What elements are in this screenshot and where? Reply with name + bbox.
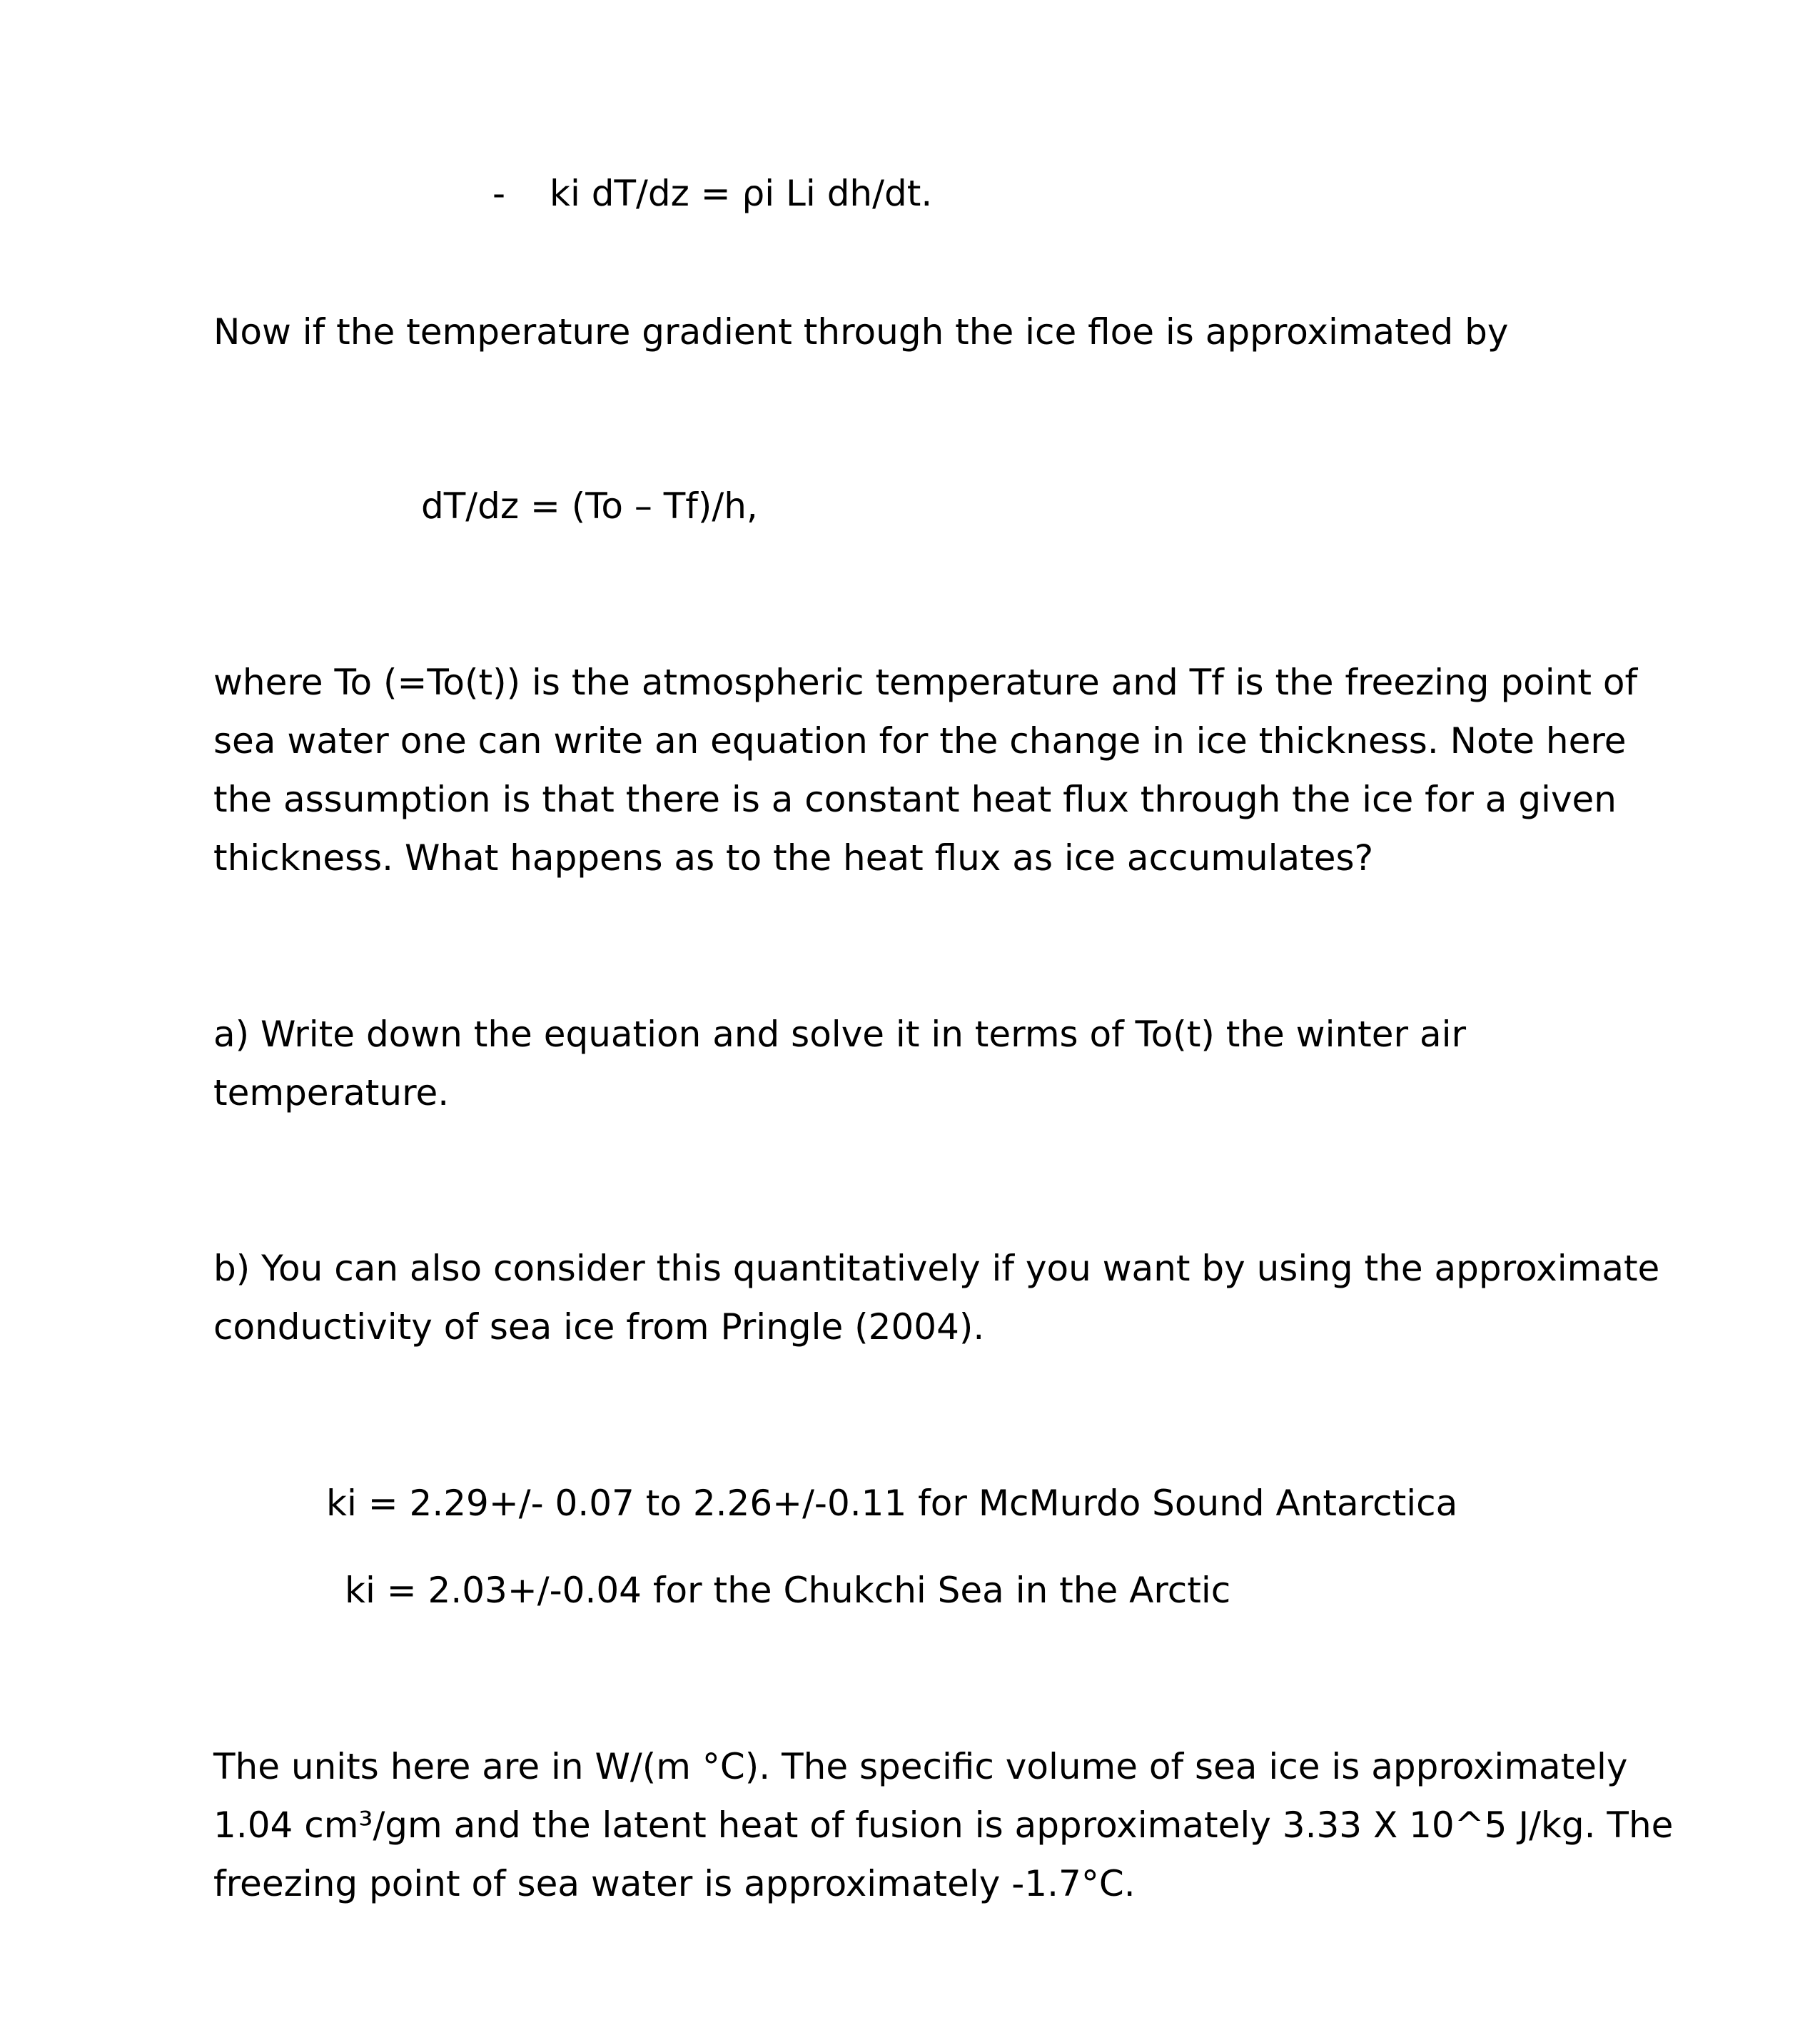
question-a [213,1005,1641,1122]
equation-temperature-gradient: dT/dz = (To – Tf)/h, [421,485,758,527]
question-line: a) Write down the equation and solve it in terms of To(t) the winter air [213,1014,1467,1055]
question-line: temperature. [213,1072,450,1114]
equation-ice-growth: ki dT/dz = ρi Li dh/dt. [550,173,933,214]
paragraph-assumption [213,653,1641,887]
question-line: conductivity of sea ice from Pringle (2004). [213,1306,985,1348]
paragraph-line: the assumption is that there is a constant heat flux through the ice for a given [213,779,1617,820]
paragraph-units [213,1737,1674,1913]
intro-line: Now if the temperature gradient through the ice floe is approximated by [213,311,1509,353]
paragraph-line: thickness. What happens as to the heat flux as ice accumulates? [213,837,1374,879]
paragraph-line: 1.04 cm³/gm and the latent heat of fusion is approximately 3.33 X 10^5 J/kg. The [213,1804,1674,1846]
question-line: b) You can also consider this quantitatively if you want by using the approximate [213,1248,1660,1289]
equation-dash: - [492,173,506,214]
paragraph-line: The units here are in W/(m °C). The specific volume of sea ice is approximately [213,1746,1628,1787]
conductivity-chukchi: ki = 2.03+/-0.04 for the Chukchi Sea in the Arctic [345,1570,1231,1611]
question-b [213,1239,1660,1356]
paragraph-line: where To (=To(t)) is the atmospheric temperature and Tf is the freezing point of [213,662,1638,703]
paragraph-line: freezing point of sea water is approximately -1.7°C. [213,1863,1136,1904]
paragraph-line: sea water one can write an equation for the change in ice thickness. Note here [213,720,1627,762]
conductivity-mcmurdo: ki = 2.29+/- 0.07 to 2.26+/-0.11 for McMurdo Sound Antarctica [326,1483,1458,1524]
